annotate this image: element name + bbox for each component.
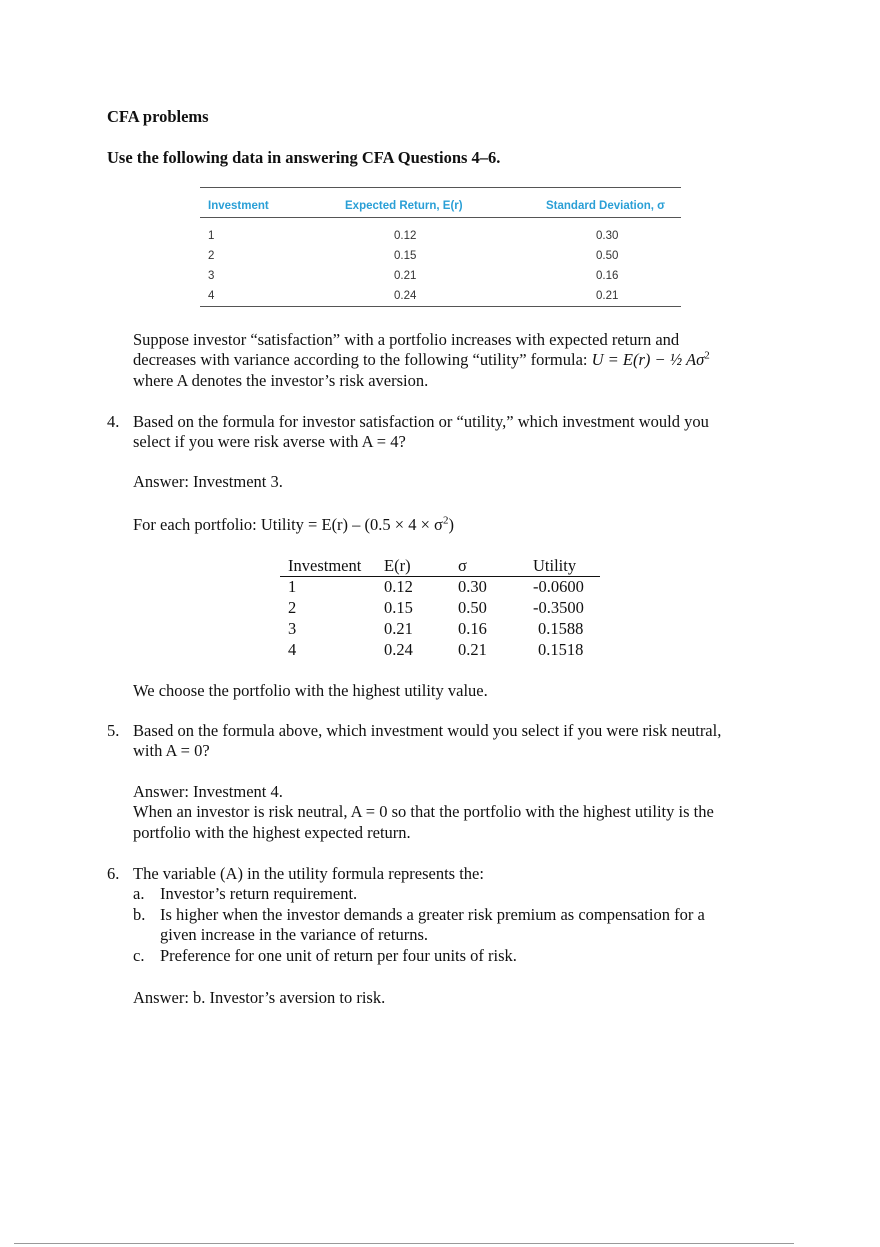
data-table — [200, 187, 681, 307]
cell: 0.21 — [596, 290, 619, 302]
cell: 0.24 — [384, 640, 413, 659]
cell: 2 — [208, 250, 215, 262]
q4-line-2: select if you were risk averse with A = 4? — [133, 432, 406, 451]
table-row — [280, 640, 600, 661]
cell: 0.21 — [458, 640, 487, 659]
cell: 1 — [288, 577, 297, 596]
q4-number: 4. — [107, 412, 120, 431]
cell: 2 — [288, 598, 297, 617]
calc-superscript: 2 — [442, 514, 449, 527]
cell: 0.24 — [394, 290, 417, 302]
cell: 0.1518 — [538, 640, 584, 659]
cell: 0.12 — [384, 577, 413, 596]
header-std-dev: Standard Deviation, σ — [546, 200, 666, 212]
cell: 0.12 — [394, 230, 417, 242]
cell: 0.1588 — [538, 619, 584, 638]
q6-option-b-letter: b. — [133, 905, 146, 924]
table-row — [200, 266, 681, 286]
cell: 0.50 — [458, 598, 487, 617]
q6-option-a-text: Investor’s return requirement. — [160, 884, 358, 903]
q6-option-a-letter: a. — [133, 884, 145, 903]
header-utility: Utility — [533, 556, 577, 575]
header-investment: Investment — [208, 200, 269, 212]
table-row — [200, 286, 681, 306]
q4-conclusion: We choose the portfolio with the highest utility value. — [133, 681, 488, 700]
table-row — [280, 619, 600, 640]
cell: 3 — [208, 270, 215, 282]
cell: 1 — [208, 230, 215, 242]
table-row — [200, 226, 681, 246]
header-expected-return: Expected Return, E(r) — [345, 200, 463, 212]
cell: 0.15 — [394, 250, 417, 262]
q5-line-1: Based on the formula above, which investment would you select if you were risk neutral, — [133, 721, 722, 740]
table-row — [200, 246, 681, 266]
premise-line-1: Suppose investor “satisfaction” with a portfolio increases with expected return and — [133, 330, 680, 349]
calc-end: ) — [448, 515, 454, 534]
q6-option-b-text: Is higher when the investor demands a greater risk premium as compensation for a — [160, 905, 705, 924]
header-investment: Investment — [288, 556, 362, 575]
page-bottom-rule — [14, 1243, 794, 1244]
data-table-body — [200, 218, 681, 307]
cell: 0.15 — [384, 598, 413, 617]
q6-line-1: The variable (A) in the utility formula represents the: — [133, 864, 484, 883]
cell: 0.16 — [458, 619, 487, 638]
cell: 0.50 — [596, 250, 619, 262]
cell: 0.21 — [384, 619, 413, 638]
q5-answer: Answer: Investment 4. — [133, 782, 283, 801]
q6-option-c-letter: c. — [133, 946, 145, 965]
cell: 3 — [288, 619, 297, 638]
q4-answer: Answer: Investment 3. — [133, 472, 283, 491]
utility-table-header — [280, 556, 600, 577]
formula-superscript: 2 — [704, 349, 710, 362]
cell: 0.30 — [458, 577, 487, 596]
calc-text: For each portfolio: Utility = E(r) – (0.5 × 4 × σ — [133, 515, 443, 534]
q5-explain-2: portfolio with the highest expected return. — [133, 823, 411, 842]
cell: 0.21 — [394, 270, 417, 282]
q6-option-b-text-2: given increase in the variance of returns. — [160, 925, 429, 944]
table-row — [280, 577, 600, 598]
cell: 4 — [288, 640, 297, 659]
utility-formula: U = E(r) − ½ Aσ — [591, 350, 705, 369]
q6-answer: Answer: b. Investor’s aversion to risk. — [133, 988, 386, 1007]
header-er: E(r) — [384, 556, 411, 575]
q6-option-c-text: Preference for one unit of return per four units of risk. — [160, 946, 517, 965]
q5-line-2: with A = 0? — [133, 741, 210, 760]
intro-text: Use the following data in answering CFA Questions 4–6. — [107, 148, 501, 167]
q5-number: 5. — [107, 721, 120, 740]
cell: 0.30 — [596, 230, 619, 242]
premise-line-2 — [133, 350, 710, 371]
cell: -0.3500 — [533, 598, 584, 617]
premise-line-3: where A denotes the investor’s risk aversion. — [133, 371, 429, 390]
header-sigma: σ — [458, 556, 467, 575]
data-table-header — [200, 188, 681, 217]
premise-text: decreases with variance according to the following “utility” formula: — [133, 350, 592, 369]
q4-line-1: Based on the formula for investor satisfaction or “utility,” which investment would you — [133, 412, 709, 431]
page-heading: CFA problems — [107, 107, 209, 126]
cell: 0.16 — [596, 270, 619, 282]
cell: 4 — [208, 290, 215, 302]
q6-number: 6. — [107, 864, 120, 883]
q4-calc — [133, 515, 454, 536]
utility-table — [280, 556, 600, 661]
q5-explain-1: When an investor is risk neutral, A = 0 so that the portfolio with the highest utility is the — [133, 802, 714, 821]
table-row — [280, 598, 600, 619]
cell: -0.0600 — [533, 577, 584, 596]
